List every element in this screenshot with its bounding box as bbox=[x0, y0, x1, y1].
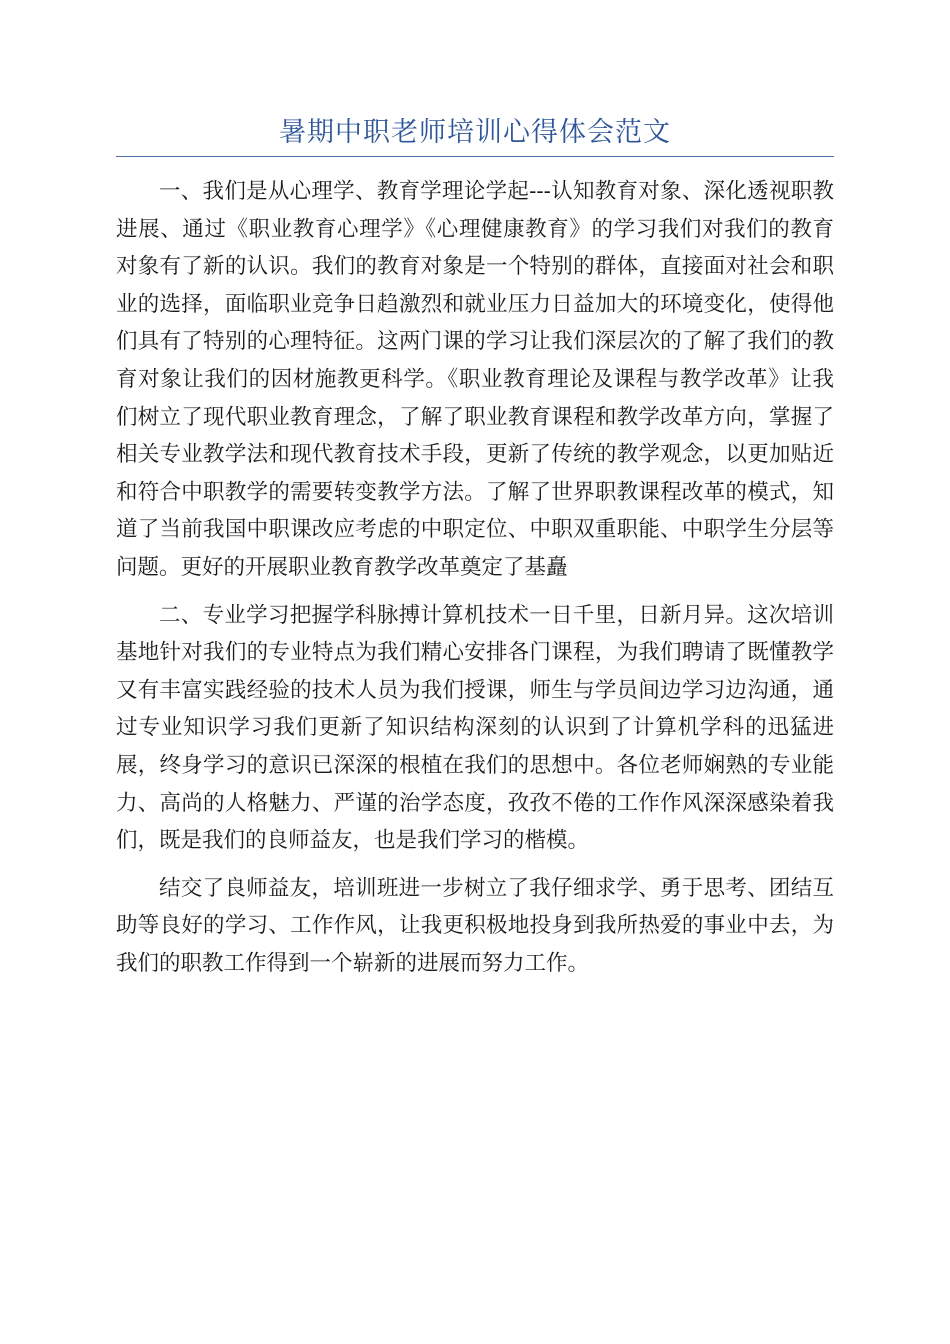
document-body bbox=[116, 173, 834, 992]
paragraph-2: 二、专业学习把握学科脉搏计算机技术一日千里，日新月异。这次培训基地针对我们的专业特点为我们精心安排各门课程，为我们聘请了既懂教学又有丰富实践经验的技术人员为我们授课，师生与学员间边学习边沟通，通过专业知识学习我们更新了知识结构深刻的认识到了计算机学科的迅猛进展，终身学习的意识已深深的根植在我们的思想中。各位老师娴熟的专业能力、高尚的人格魅力、严谨的治学态度，孜孜不倦的工作作风深深感染着我们，既是我们的良师益友，也是我们学习的楷模。 bbox=[116, 602, 834, 854]
document-title: 暑期中职老师培训心得体会范文 bbox=[279, 117, 671, 148]
title-block bbox=[116, 110, 834, 157]
paragraph-3: 结交了良师益友，培训班进一步树立了我仔细求学、勇于思考、团结互助等良好的学习、工作作风，让我更积极地投身到我所热爱的事业中去，为我们的职教工作得到一个崭新的进展而努力工作。 bbox=[116, 875, 834, 976]
paragraph-1: 一、我们是从心理学、教育学理论学起---认知教育对象、深化透视职教进展、通过《职业教育心理学》《心理健康教育》的学习我们对我们的教育对象有了新的认识。我们的教育对象是一个特别的群体，直接面对社会和职业的选择，面临职业竞争日趋激烈和就业压力日益加大的环境变化，使得他们具有了特别的心理特征。这两门课的学习让我们深层次的了解了我们的教育对象让我们的因材施教更科学。《职业教育理论及课程与教学改革》让我们树立了现代职业教育理念，了解了职业教育课程和教学改革方向，掌握了相关专业教学法和现代教育技术手段，更新了传统的教学观念，以更加贴近和符合中职教学的需要转变教学方法。了解了世界职教课程改革的模式，知道了当前我国中职课改应考虑的中职定位、中职双重职能、中职学生分层等问题。更好的开展职业教育教学改革奠定了基矗 bbox=[116, 179, 834, 580]
